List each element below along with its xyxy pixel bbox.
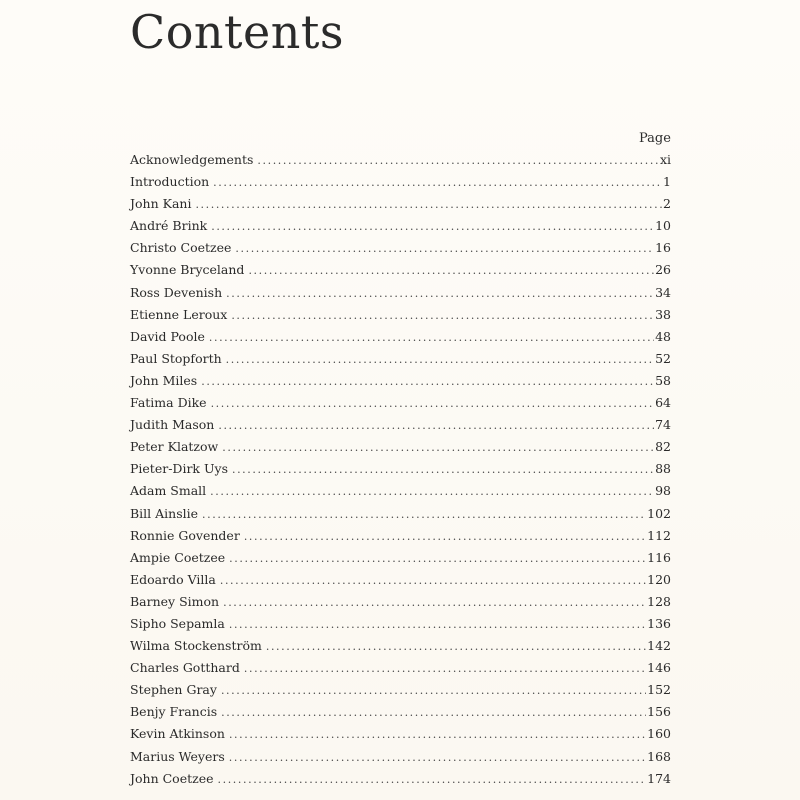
- toc-entry-page: 112: [647, 527, 671, 543]
- toc-leader-dots: [257, 152, 659, 170]
- toc-entry: [130, 637, 671, 659]
- toc-entry: [130, 217, 671, 239]
- toc-leader-dots: [244, 660, 646, 678]
- toc-entry: [130, 328, 671, 350]
- toc-leader-dots: [248, 262, 654, 280]
- toc-entry-name: Bill Ainslie: [130, 505, 199, 521]
- toc-entry-page: 58: [655, 372, 671, 388]
- toc-entry: [130, 549, 671, 571]
- toc-leader-dots: [244, 528, 646, 546]
- toc-entry-name: Wilma Stockenström: [130, 638, 262, 654]
- toc-entry-name: Kevin Atkinson: [130, 726, 225, 742]
- toc-entry-page: 120: [647, 571, 671, 587]
- toc-entry: [130, 261, 671, 283]
- toc-entry-page: 116: [647, 549, 671, 565]
- toc-entry: [130, 725, 671, 747]
- toc-entry-page: 168: [647, 748, 671, 764]
- toc-leader-dots: [218, 771, 647, 789]
- toc-leader-dots: [226, 351, 654, 369]
- toc-entry-page: 152: [647, 682, 671, 698]
- toc-entry-name: Edoardo Villa: [130, 571, 216, 587]
- toc-entry-page: 48: [655, 328, 671, 344]
- toc-entry-name: John Kani: [130, 196, 192, 212]
- toc-entry-page: 160: [647, 726, 671, 742]
- toc-entry: [130, 416, 671, 438]
- toc-entry: [130, 659, 671, 681]
- toc-entry-name: David Poole: [130, 328, 205, 344]
- toc-entry-page: 146: [647, 660, 671, 676]
- toc-entry: [130, 284, 671, 306]
- toc-entry-page: 156: [647, 704, 671, 720]
- toc-leader-dots: [222, 439, 654, 457]
- toc-entry-name: Acknowledgements: [130, 152, 254, 167]
- toc-entry-page: 128: [647, 593, 671, 609]
- toc-entry-name: Judith Mason: [130, 417, 215, 433]
- toc-entry-name: Stephen Gray: [130, 682, 217, 698]
- toc-leader-dots: [229, 749, 646, 767]
- toc-entry-page: 16: [655, 240, 671, 256]
- toc-entry: [130, 350, 671, 372]
- toc-entry-name: Barney Simon: [130, 593, 220, 609]
- toc-leader-dots: [223, 594, 646, 612]
- toc-entry: [130, 593, 671, 615]
- toc-entry-name: Yvonne Bryceland: [130, 262, 245, 278]
- toc-entry-name: Adam Small: [130, 483, 207, 499]
- toc-entry: [130, 571, 671, 593]
- toc-leader-dots: [218, 417, 654, 435]
- toc-entry: [130, 394, 671, 416]
- toc-entry-page: 26: [655, 262, 671, 278]
- toc-entry-page: 52: [655, 350, 671, 366]
- toc-entry-page: 34: [655, 284, 671, 300]
- page-column-label: Page: [639, 131, 671, 146]
- toc-leader-dots: [211, 218, 654, 236]
- toc-entry-name: Sipho Sepamla: [130, 615, 225, 631]
- toc-leader-dots: [209, 329, 654, 347]
- toc-entry-page: 136: [647, 615, 671, 631]
- toc-entry: [130, 372, 671, 394]
- toc-entry-name: Benjy Francis: [130, 704, 218, 720]
- toc-entry: [130, 239, 671, 261]
- toc-entry-page: xi: [659, 152, 671, 167]
- toc-entry-page: 82: [655, 439, 671, 455]
- table-of-contents: [130, 151, 671, 792]
- toc-entry: [130, 438, 671, 460]
- toc-entry-page: 142: [647, 638, 671, 654]
- toc-leader-dots: [226, 285, 654, 303]
- toc-leader-dots: [201, 373, 654, 391]
- toc-entry-name: Introduction: [130, 174, 210, 190]
- toc-leader-dots: [220, 572, 646, 590]
- toc-leader-dots: [210, 483, 654, 501]
- toc-leader-dots: [232, 461, 654, 479]
- toc-entry-page: 88: [655, 461, 671, 477]
- toc-entry-name: Ampie Coetzee: [130, 549, 226, 565]
- toc-entry-name: Paul Stopforth: [130, 350, 222, 366]
- toc-leader-dots: [211, 395, 655, 413]
- toc-leader-dots: [195, 196, 662, 214]
- toc-entry-name: Etienne Leroux: [130, 306, 228, 322]
- toc-entry: [130, 505, 671, 527]
- toc-entry-name: Ronnie Govender: [130, 527, 240, 543]
- toc-entry: [130, 195, 671, 217]
- toc-entry-page: 98: [655, 483, 671, 499]
- toc-entry-name: Pieter-Dirk Uys: [130, 461, 228, 477]
- toc-leader-dots: [229, 616, 646, 634]
- toc-entry: [130, 615, 671, 637]
- toc-entry: [130, 527, 671, 549]
- toc-leader-dots: [202, 506, 646, 524]
- toc-leader-dots: [229, 550, 646, 568]
- toc-entry: [130, 306, 671, 328]
- toc-entry-page: 74: [655, 417, 671, 433]
- toc-entry-name: Fatima Dike: [130, 395, 207, 411]
- toc-leader-dots: [221, 682, 646, 700]
- toc-entry-page: 2: [663, 196, 671, 212]
- toc-entry-name: Peter Klatzow: [130, 439, 219, 455]
- toc-leader-dots: [235, 240, 654, 258]
- toc-entry-page: 10: [655, 218, 671, 234]
- toc-entry: [130, 703, 671, 725]
- toc-entry-page: 174: [647, 770, 671, 786]
- toc-entry: [130, 482, 671, 504]
- toc-entry-page: 38: [655, 306, 671, 322]
- toc-entry-name: Christo Coetzee: [130, 240, 232, 256]
- toc-entry-name: John Miles: [130, 372, 198, 388]
- toc-entry-page: 64: [655, 395, 671, 411]
- toc-entry: [130, 681, 671, 703]
- toc-entry-name: Marius Weyers: [130, 748, 225, 764]
- toc-leader-dots: [221, 704, 646, 722]
- toc-leader-dots: [213, 174, 662, 192]
- toc-leader-dots: [266, 638, 646, 656]
- toc-entry: [130, 770, 671, 792]
- toc-entry-name: Charles Gotthard: [130, 660, 240, 676]
- toc-entry: [130, 151, 671, 173]
- toc-entry-name: John Coetzee: [130, 770, 214, 786]
- page-title: Contents: [130, 5, 344, 59]
- toc-entry-page: 102: [647, 505, 671, 521]
- toc-leader-dots: [229, 726, 646, 744]
- toc-entry-page: 1: [663, 174, 671, 190]
- toc-entry-name: André Brink: [130, 218, 208, 234]
- toc-entry: [130, 460, 671, 482]
- toc-entry-name: Ross Devenish: [130, 284, 223, 300]
- toc-entry: [130, 748, 671, 770]
- toc-entry: [130, 173, 671, 195]
- toc-leader-dots: [231, 307, 654, 325]
